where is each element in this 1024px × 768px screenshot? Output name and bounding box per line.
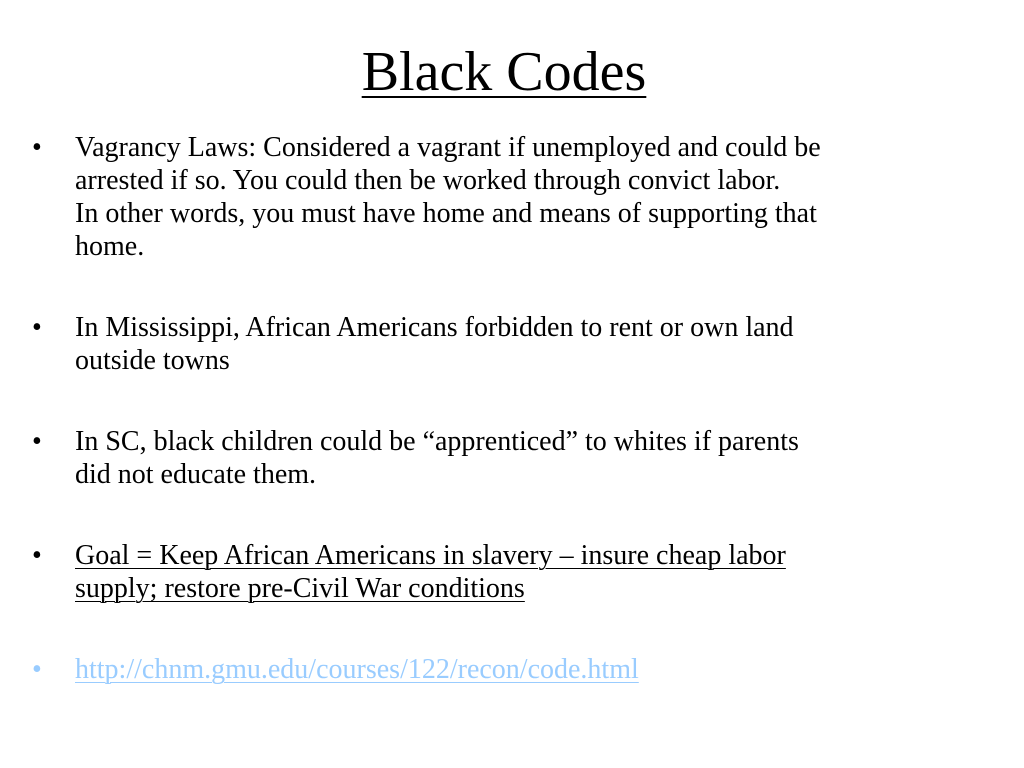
bullet-text bbox=[75, 653, 1002, 686]
bullet-dot-icon: • bbox=[32, 426, 42, 457]
bullet-dot-icon: • bbox=[32, 540, 42, 571]
bullet-south-carolina bbox=[32, 425, 1002, 491]
bullet-dot-icon: • bbox=[32, 312, 42, 343]
bullet-dot-icon: • bbox=[32, 132, 42, 163]
slide-title: Black Codes bbox=[361, 41, 647, 103]
bullet-mississippi bbox=[32, 311, 1002, 377]
bullet-line: outside towns bbox=[75, 345, 230, 376]
bullet-line: Vagrancy Laws: Considered a vagrant if unemployed and could be bbox=[75, 132, 821, 163]
bullet-link bbox=[32, 653, 1002, 686]
bullet-text bbox=[75, 425, 1002, 491]
bullet-line: arrested if so. You could then be worked through convict labor. bbox=[75, 165, 781, 196]
bullet-list bbox=[32, 131, 1002, 734]
bullet-line: supply; restore pre-Civil War conditions bbox=[75, 573, 525, 604]
bullet-goal bbox=[32, 539, 1002, 605]
bullet-text bbox=[75, 539, 1002, 605]
bullet-text bbox=[75, 311, 1002, 377]
bullet-text bbox=[75, 131, 1002, 263]
bullet-line: In Mississippi, African Americans forbidden to rent or own land bbox=[75, 312, 794, 343]
bullet-dot-icon: • bbox=[32, 654, 42, 685]
bullet-vagrancy-laws bbox=[32, 131, 1002, 263]
reference-link[interactable]: http://chnm.gmu.edu/courses/122/recon/code.html bbox=[75, 654, 639, 685]
bullet-line: In other words, you must have home and means of supporting that bbox=[75, 198, 817, 229]
bullet-line: Goal = Keep African Americans in slavery – insure cheap labor bbox=[75, 540, 786, 571]
bullet-line: did not educate them. bbox=[75, 459, 317, 490]
bullet-line: In SC, black children could be “apprenticed” to whites if parents bbox=[75, 426, 799, 457]
bullet-line: home. bbox=[75, 231, 145, 262]
